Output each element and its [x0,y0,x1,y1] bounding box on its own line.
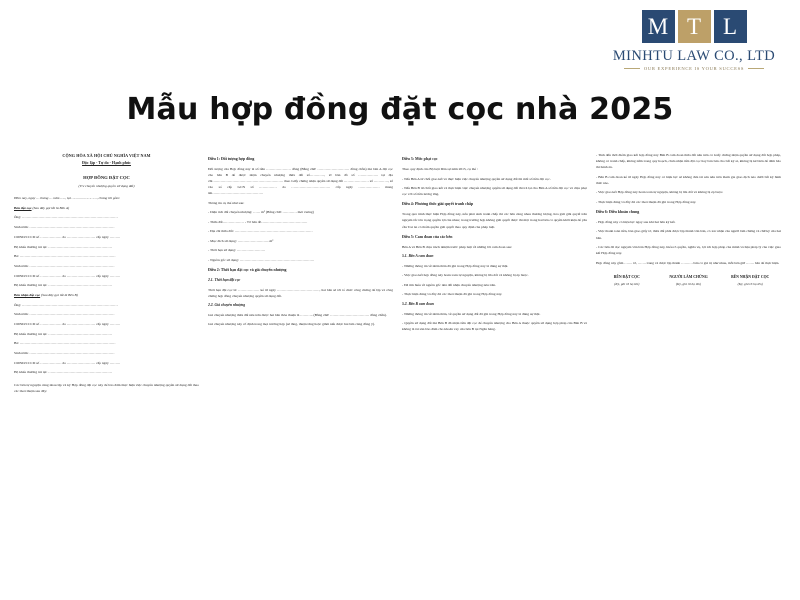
party-b-heading-row [14,292,199,298]
party-a-heading: Bên đặt cọc [14,205,32,210]
article-1-bullet-5: - Thời hạn sử dụng: …………………… [208,248,266,253]
article-2-2-text: Giá chuyển nhượng thửa đất nêu trên được hai bên thỏa thuận là ……….. (Bằng chữ: …………………………… đồng chẵn). [208,312,387,317]
article-1-paragraph: Đối tượng của Hợp đồng này là số tiền ………………… đồng (Bằng chữ: ……………………… đồng chẵn) mà bên A đặt cọc cho bên B để được nhận chuyển nhượng thửa đất số…………, tờ bản đồ số …………….. tại địa chỉ…………………………………………………… theo Giấy chứng nhận quyền sử dụng đất ………………… số …………, số vào sổ cấp GCN số …………… do …………………………… cấp ngày ……………… mang tên……………………………………. [208,167,393,196]
field-ba-a[interactable]: Bà: ……………………………………………………………………… [14,254,116,259]
article-6-heading: Điều 6: Điều khoản chung [596,209,640,214]
signature-party-b-note: (Ký, ghi rõ họ tên) [737,282,763,287]
article-5-1-heading: 5.1. Bên A cam đoan [402,254,434,259]
article-1-bullet-6: - Nguồn gốc sử dụng: ……………………………………………………… [208,257,315,262]
article-2-1-text: Thời hạn đặt cọc là: ……………… kể từ ngày ………………………………, hai bên sẽ tới tổ chức công chứng để lập và công chứng hợp đồng chuyển nhượng quyền sử dụng đất. [208,287,393,298]
field-sinhnam-a2[interactable]: Sinh năm: ……………………………………………………………… [14,263,115,268]
article-4-paragraph: Trong quá trình thực hiện Hợp đồng này, nếu phát sinh tranh chấp thì các bên cùng nhau thương lượng, hòa giải giải quyết trên nguyên tắc tôn trọng quyền lợi của nhau; trong trường hợp không giải quyết được thì một trong hai bên có quyền khởi kiện để yêu cầu Toà án có thẩm quyền giải quyết theo quy định của pháp luật. [402,212,587,229]
article-1-bullet-2: - Thửa đất……………… - Tờ bản đồ………………………………… [208,219,308,224]
field-cmnd-b1[interactable]: CMND/CCCD số ……………… do …………………… cấp ngày ……… [14,322,121,327]
article-6-bullet-1: - Hợp đồng này có hiệu lực ngay sau khi hai bên ký kết. [596,219,676,224]
field-cmnd-a1[interactable]: CMND/CCCD số ……………… do …………………… cấp ngày ……… [14,234,121,239]
field-hokhau-a1[interactable]: Hộ khẩu thường trú tại: ……………………………………………… [14,244,113,249]
national-heading: CỘNG HÒA XÃ HỘI CHỦ NGHĨA VIỆT NAM [62,153,151,158]
signature-witness-note: (Ký, ghi rõ họ tên) [675,282,702,287]
tagline-rule-left [624,68,640,69]
article-5-1-bullet-1: - Những thông tin về nhân thân đã ghi trong Hợp đồng này là đúng sự thật. [402,263,509,268]
logo-letter-marks [610,10,778,43]
signature-party-b [719,275,781,289]
field-sinhnam-a1[interactable]: Sinh năm: ……………………………………………………………… [14,225,115,230]
contract-document [14,152,786,442]
field-hokhau-a2[interactable]: Hộ khẩu thường trú tại: ……………………………………………… [14,283,113,288]
article-3-paragraph: Theo quy định của Bộ luật Dân sự năm 2015, cụ thể : [402,167,478,172]
document-column-3 [402,152,587,442]
contract-heading: HỢP ĐỒNG ĐẶT CỌC [83,174,130,180]
article-2-2-heading: 2.2. Giá chuyển nhượng [208,303,246,308]
article-6-bullet-3: - Các bên đã đọc nguyên văn bản Hợp đồng này, hiểu rõ quyền, nghĩa vụ, lợi ích hợp pháp của mình và hậu pháp lý của việc giao kết Hợp đồng này. [596,245,781,256]
article-5-1-bullet-4: - Thực hiện đúng và đầy đủ các thoả thuận đã ghi trong Hợp đồng này. [402,292,503,297]
signature-party-a-note: (Ký, ghi rõ họ tên) [614,282,640,287]
article-3-bullet-1: - Nếu Bên A từ chối giao kết và thực hiện việc chuyển nhượng quyền sử dụng đất thì mất số tiền đặt cọc. [402,176,551,181]
article-3-heading: Điều 3: Mức phạt cọc [402,157,438,161]
logo-tagline-row [610,66,778,71]
article-2-heading: Điều 2: Thời hạn đặt cọc và giá chuyển nhượng [208,267,287,272]
article-1-info-lead: Thông tin cụ thể như sau: [208,200,245,205]
tagline-rule-right [748,68,764,69]
document-column-4 [596,152,781,442]
article-2-1-heading: 2.1. Thời hạn đặt cọc [208,278,241,283]
logo-letter-t: T [678,10,711,43]
article-1-bullet-4: - Mục đích sử dụng: ………………………m² [208,238,274,243]
contract-subheading: (V/v chuyển nhượng quyền sử dụng đất) [78,184,135,189]
contract-closing-line: Các bên tự nguyện cùng nhau lập và ký Hợp đồng đặt cọc này để bảo đảm thực hiện việc chuyển nhượng quyền sử dụng đất theo các thoả thuận sau đây: [14,382,199,393]
article-5-2-bullet-6: - Thực hiện đúng và đầy đủ các thoả thuận đã ghi trong Hợp đồng này. [596,199,697,204]
party-a-heading-row [14,205,199,211]
article-1-bullet-1: - Diện tích đất chuyển nhượng: …… m² (Bằng chữ: ………… mét vuông) [208,210,314,215]
article-4-heading: Điều 4: Phương thức giải quyết tranh chấp [402,202,474,207]
article-2-2-text-2: Giá chuyển nhượng này cố định trong mọi trường hợp (sẽ tăng, thuận tăng hoặc giảm nếu được hai bên cùng đồng ý). [208,322,375,327]
logo-tagline: OUR EXPERIENCE IS YOUR SUCCESS [643,66,745,71]
article-3-bullet-2: - Nếu Bên B từ chối giao kết và thực hiện việc chuyển nhượng quyền sử dụng đất thì trả lại cho Bên A số tiền đặt cọc và chịu phạt cọc với số tiền tương ứng. [402,186,587,197]
document-column-2 [208,152,393,442]
party-b-note: (Sau đây gọi tắt là Bên B) [41,292,78,297]
field-hokhau-b1[interactable]: Hộ khẩu thường trú tại: ……………………………………………… [14,331,113,336]
logo-letter-l: L [714,10,747,43]
article-5-2-bullet-5: - Việc giao kết Hợp đồng này hoàn toàn tự nguyện, không bị lừa dối và không bị ép buộc. [596,190,724,195]
article-1-heading: Điều 1: Đối tượng hợp đồng [208,157,255,161]
field-sinhnam-b1[interactable]: Sinh năm: ……………………………………………………………… [14,312,115,317]
signature-witness [658,275,720,289]
party-b-heading: Bên nhận đặt cọc [14,292,41,297]
company-logo [610,10,778,71]
article-6-bullet-2: - Việc thanh toán tiền, bàn giao giấy tờ, thửa đất phải được lập thành văn bản, có xác nhận của người làm chứng và chữ ký của hai bên. [596,229,781,240]
signature-party-a [596,275,658,289]
logo-company-name: MINHTU LAW CO., LTD [612,48,776,64]
field-hokhau-b2[interactable]: Hộ khẩu thường trú tại: ……………………………………………… [14,370,113,375]
signature-party-b-title: BÊN NHẬN ĐẶT CỌC [731,274,770,279]
article-5-2-heading: 5.2. Bên B cam đoan [402,301,434,306]
article-6-bullet-4: Hợp đồng này gồm ……. tờ, ……. trang và được lập thành ………. bản có giá trị như nhau, mỗi bên giữ ……. bản để thực hiện. [596,260,780,265]
logo-letter-m: M [642,10,675,43]
field-cmnd-b2[interactable]: CMND/CCCD số ……………… do …………………… cấp ngày ……… [14,360,121,365]
field-sinhnam-b2[interactable]: Sinh năm: ……………………………………………………………… [14,351,115,356]
field-ba-b[interactable]: Bà: ……………………………………………………………………… [14,341,116,346]
field-ong-a[interactable]: Ông: ……………………………………………………………………… [14,215,118,220]
article-5-1-bullet-3: - Đã tìm hiểu về nguồn gốc nhà đất nhận chuyển nhượng nêu trên. [402,282,497,287]
article-5-1-bullet-2: - Việc giao kết hợp đồng này hoàn toàn tự nguyện, không bị lừa dối và không bị ép buộc. [402,273,529,278]
article-5-2-bullet-2: - Quyền sử dụng đất mà Bên B đã nhận tiền đặt cọc để chuyển nhượng cho Bên A thuộc quyền sử dụng hợp pháp của Bên B và không là tài sản bảo đảm cho khoản vay của bên B tại Ngân hàng. [402,320,587,332]
page-title: Mẫu hợp đồng đặt cọc nhà 2025 [126,92,674,127]
field-cmnd-a2[interactable]: CMND/CCCD số ……………… do …………………… cấp ngày ……… [14,273,121,278]
signature-party-a-title: BÊN ĐẶT CỌC [613,274,640,279]
signature-block [596,275,781,289]
article-5-2-bullet-4: - Bên B cam đoan kể từ ngày Hợp đồng này có hiệu lực sẽ không đưa tài sản nêu trên tham gia giao dịch nào dưới bất kỳ hình thức nào. [596,174,781,185]
contract-intro-line: Hôm nay, ngày … tháng … năm ….., tại ……………………, chúng tôi gồm: [14,196,121,201]
article-5-2-bullet-1: - Những thông tin về nhân thân, về quyền sử dụng đất đã ghi trong Hợp đồng này là đúng sự thật. [402,311,541,316]
article-5-heading: Điều 5: Cam đoan của các bên [402,234,453,239]
signature-witness-title: NGƯỜI LÀM CHỨNG [669,274,708,279]
article-1-bullet-3: - Địa chỉ thửa đất: ………………………………………………………… [208,229,313,234]
document-column-1 [14,152,199,442]
field-ong-b[interactable]: Ông: ……………………………………………………………………… [14,302,118,307]
article-5-paragraph: Bên A và Bên B chịu trách nhiệm trước pháp luật về những lời cam đoan sau: [402,244,513,249]
national-motto: Độc lập - Tự do - Hạnh phúc [82,160,131,166]
party-a-note: (Sau đây gọi tắt là Bên A) [32,205,70,210]
article-5-2-bullet-3: - Tính đến thời điểm giao kết hợp đồng này Bên B cam đoan thửa đất nêu trên có Giấy chứng nhận quyền sử dụng đất hợp pháp, không có tranh chấp, không nằm trong quy hoạch, chưa nhận tiền đặt cọc hay bán bán cho bất kỳ ai, không bị kê biên để đảm bảo thi hành án. [596,153,781,170]
